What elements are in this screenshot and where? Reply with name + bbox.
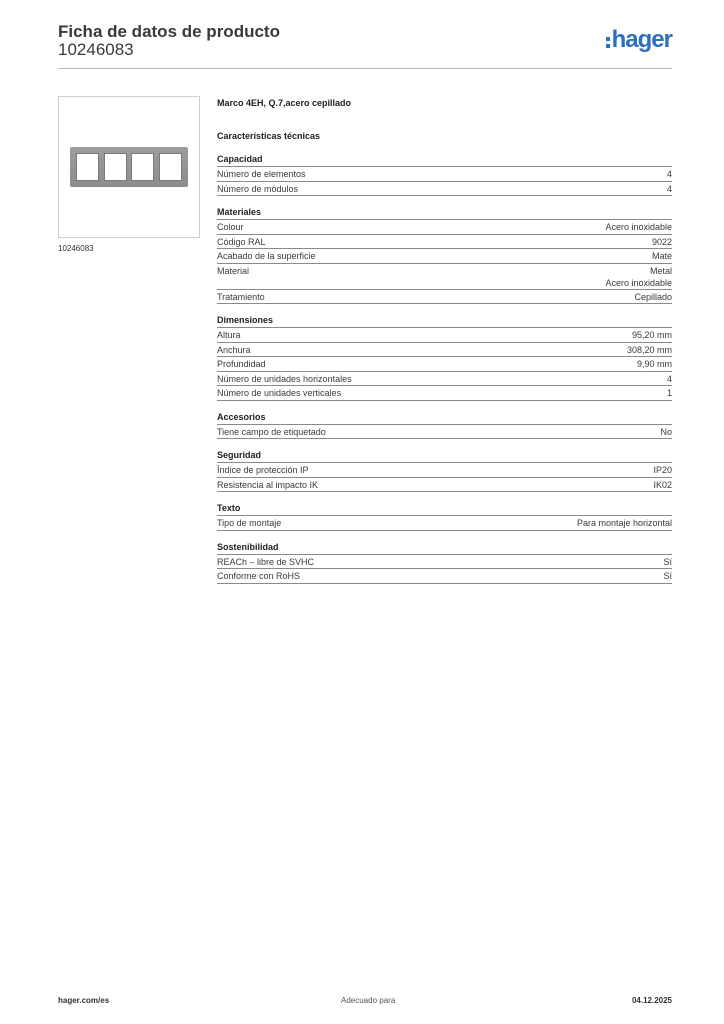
spec-section <box>217 502 672 531</box>
spec-label: Altura <box>217 330 241 340</box>
spec-row <box>217 249 672 264</box>
spec-label: Conforme con RoHS <box>217 571 301 581</box>
spec-sections <box>217 153 672 584</box>
page-header <box>58 22 672 69</box>
spec-label: Tipo de montaje <box>217 518 282 528</box>
product-image <box>58 96 200 238</box>
spec-value <box>660 426 672 439</box>
spec-value-line: 9,90 mm <box>636 359 672 369</box>
spec-value <box>663 570 672 583</box>
spec-row <box>217 569 672 584</box>
spec-value-line: Cepillado <box>634 291 672 302</box>
product-name: Marco 4EH, Q.7,acero cepillado <box>217 98 352 108</box>
spec-value-line: No <box>660 426 672 437</box>
spec-value <box>577 517 672 530</box>
spec-value <box>667 387 672 400</box>
spec-value <box>605 221 672 234</box>
spec-row <box>217 220 672 235</box>
page-title: Ficha de datos de producto <box>58 22 280 41</box>
spec-value <box>652 250 672 263</box>
spec-value-line: Sí <box>663 556 672 567</box>
spec-label: Índice de protección IP <box>217 465 309 475</box>
spec-label: Tratamiento <box>217 291 265 302</box>
spec-value-line: IK02 <box>653 479 672 490</box>
spec-label: Número de módulos <box>217 183 299 194</box>
spec-value <box>637 358 672 371</box>
spec-label: Tiene campo de etiquetado <box>217 426 326 437</box>
section-title: Materiales <box>217 206 672 220</box>
technical-characteristics-title: Características técnicas <box>217 131 321 141</box>
spec-value-line: Para montaje horizontal <box>576 518 672 528</box>
spec-value <box>663 556 672 569</box>
spec-row <box>217 167 672 182</box>
spec-section <box>217 411 672 440</box>
spec-label: Anchura <box>217 344 251 355</box>
spec-section <box>217 541 672 584</box>
spec-section <box>217 449 672 492</box>
spec-label: Número de unidades horizontales <box>217 373 352 384</box>
spec-row <box>217 264 672 290</box>
spec-label: Código RAL <box>217 236 266 247</box>
spec-label: Material <box>217 265 250 276</box>
spec-value <box>667 373 672 386</box>
spec-row <box>217 290 672 305</box>
footer-suitable-for: Adecuado para <box>341 996 396 1005</box>
spec-value <box>667 183 672 196</box>
spec-label: Número de elementos <box>217 169 306 179</box>
spec-value <box>652 236 672 249</box>
footer-website[interactable]: hager.com/es <box>58 996 110 1005</box>
image-caption: 10246083 <box>58 244 94 253</box>
section-title: Seguridad <box>217 449 672 463</box>
spec-value <box>667 168 672 181</box>
spec-value <box>605 265 672 289</box>
spec-row <box>217 425 672 440</box>
product-reference: 10246083 <box>58 40 134 59</box>
spec-row <box>217 328 672 343</box>
spec-value-line: IP20 <box>653 465 672 475</box>
section-title: Capacidad <box>217 153 672 167</box>
section-title: Sostenibilidad <box>217 541 672 555</box>
spec-row <box>217 463 672 478</box>
spec-value-line: 4 <box>666 373 672 384</box>
spec-value-line: Acero inoxidable <box>605 222 672 232</box>
section-title: Texto <box>217 502 672 516</box>
spec-row <box>217 386 672 401</box>
section-title: Dimensiones <box>217 314 672 328</box>
spec-row <box>217 182 672 197</box>
spec-value-line: Metal <box>649 265 672 276</box>
spec-row <box>217 235 672 250</box>
spec-label: Colour <box>217 222 244 232</box>
spec-label: Acabado de la superficie <box>217 251 316 261</box>
spec-value-line: Sí <box>663 571 672 581</box>
spec-section <box>217 206 672 304</box>
spec-value <box>627 344 672 357</box>
spec-value-line: 95,20 mm <box>631 330 672 340</box>
spec-value-line: Acero inoxidable <box>605 277 672 288</box>
spec-section <box>217 153 672 196</box>
spec-row <box>217 555 672 570</box>
spec-row <box>217 357 672 372</box>
spec-section <box>217 314 672 401</box>
product-details <box>217 96 672 594</box>
spec-value-line: 1 <box>666 388 672 398</box>
logo-colon-icon <box>606 37 610 48</box>
spec-row <box>217 372 672 387</box>
spec-label: Resistencia al impacto IK <box>217 479 319 490</box>
hager-logo <box>606 28 672 52</box>
spec-value-line: 9022 <box>651 236 672 247</box>
switch-frame-illustration <box>70 147 188 187</box>
spec-value <box>634 291 672 304</box>
spec-row <box>217 478 672 493</box>
spec-value <box>632 329 672 342</box>
spec-value <box>653 479 672 492</box>
section-title: Accesorios <box>217 411 672 425</box>
spec-value-line: Mate <box>651 251 672 261</box>
spec-label: Profundidad <box>217 359 266 369</box>
spec-value <box>653 464 672 477</box>
logo-text: hager <box>611 26 672 53</box>
footer-date: 04.12.2025 <box>631 996 672 1005</box>
spec-label: REACh – libre de SVHC <box>217 556 315 567</box>
spec-value-line: 4 <box>666 169 672 179</box>
spec-value-line: 4 <box>666 183 672 194</box>
spec-row <box>217 516 672 531</box>
spec-label: Número de unidades verticales <box>217 388 342 398</box>
spec-value-line: 308,20 mm <box>626 344 672 355</box>
spec-row <box>217 343 672 358</box>
